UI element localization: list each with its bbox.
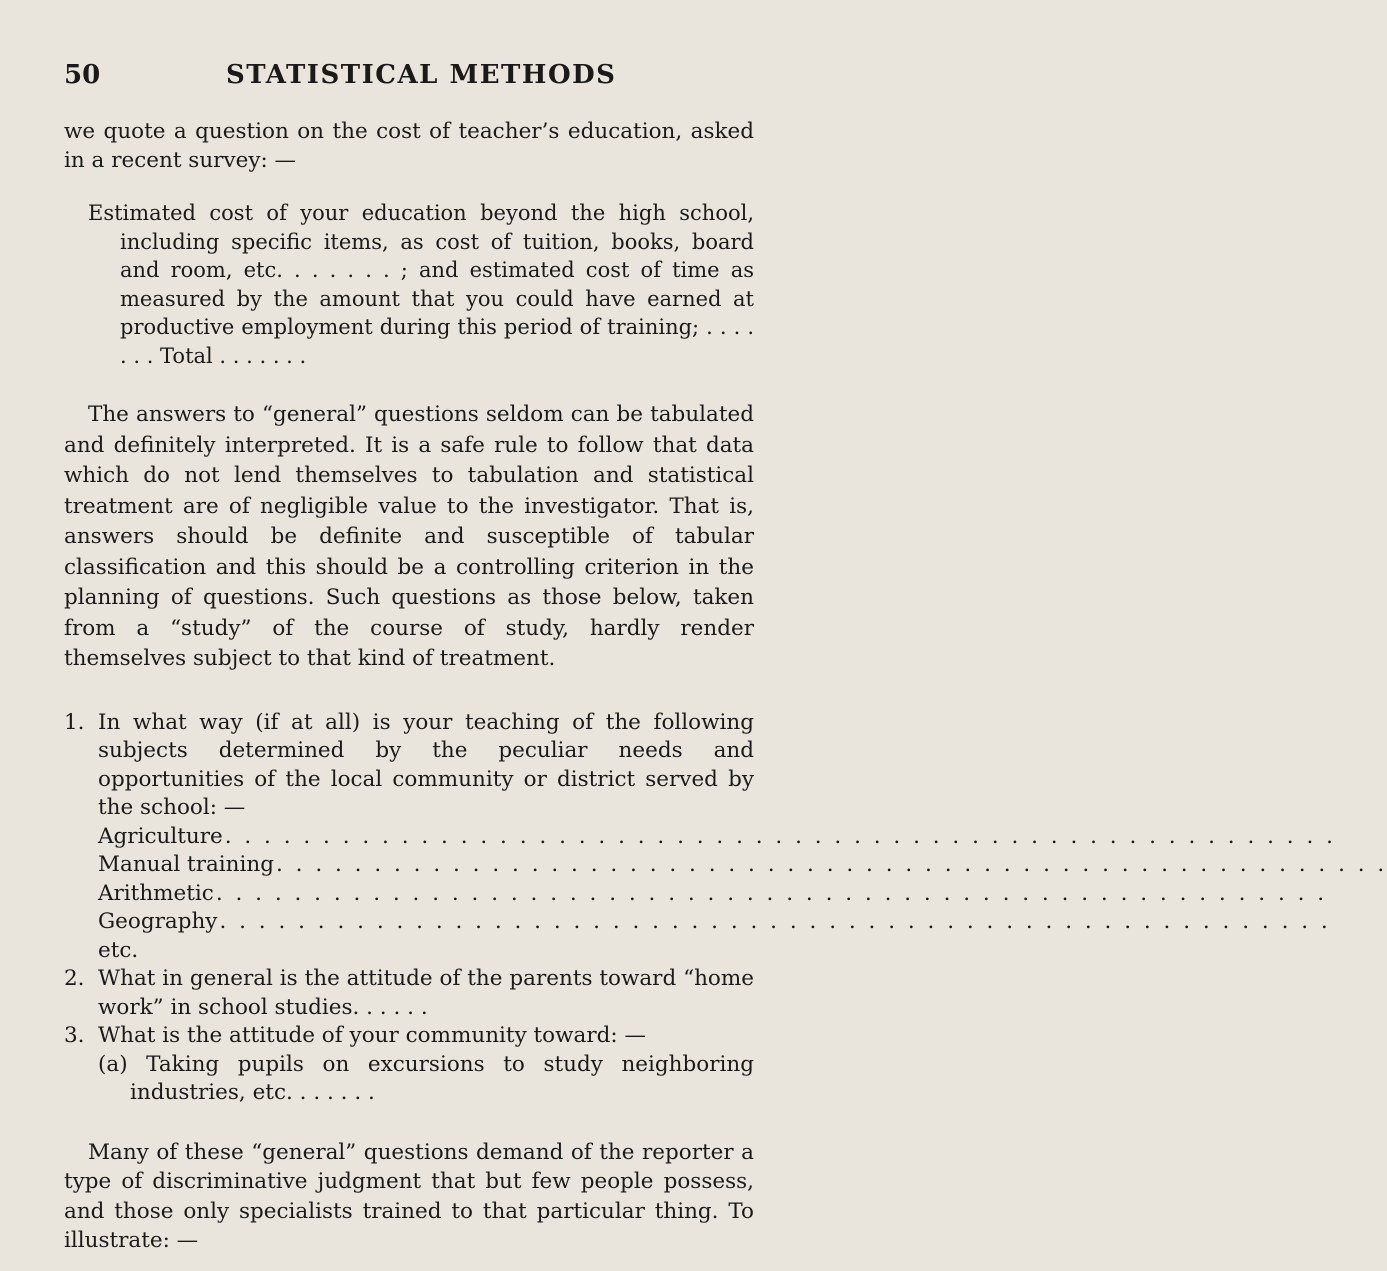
dot-leader: . . . . . . . . . . . . . . . . . . . . . . . . . . . . . . . . . . . . . . . . . . . . . . . . . . . . . . . . . xyxy=(215,880,1328,906)
subject-etc: etc. xyxy=(98,937,139,963)
page-number: 50 xyxy=(64,60,101,90)
subject-line xyxy=(64,880,1328,909)
question-2 xyxy=(64,965,754,1022)
question-2-text: What in general is the attitude of the parents toward “home work” in school studies. . . . . . xyxy=(98,966,754,1020)
subject-line xyxy=(64,908,1331,937)
subject-label: Manual training xyxy=(98,852,274,877)
question-2-number: 2. xyxy=(64,966,85,991)
dot-leader: . . . . . . . . . . . . . . . . . . . . . . . . . . . . . . . . . . . . . . . . . . . . . . . . . . . . . . . . . xyxy=(224,823,1336,849)
subject-line xyxy=(64,851,1387,880)
page-header xyxy=(64,60,754,100)
question-3-text: What is the attitude of your community toward: — xyxy=(98,1023,646,1048)
general-questions-paragraph: The answers to “general” questions seldom can be tabulated and definitely interpreted. It is a safe rule to follow that data which do not lend themselves to tabulation and statistical treatment are of negligible value to the investigator. That is, answers should be definite and susceptible of tabular classification and this should be a controlling criterion in the planning of questions. Such questions as those below, taken from a “study” of the course of study, hardly render themselves subject to that kind of treatment. xyxy=(64,402,754,671)
question-3-number: 3. xyxy=(64,1023,85,1048)
question-1-number: 1. xyxy=(64,709,85,735)
intro-paragraph: we quote a question on the cost of teacher’s education, asked in a recent survey: — xyxy=(64,119,754,173)
question-3-sub-item: (a) Taking pupils on excursions to study neighboring industries, etc. . . . . . . xyxy=(98,1051,754,1105)
question-1-text: In what way (if at all) is your teaching of the following subjects determined by the peculiar needs and opportunities of the local community or district served by the school: — xyxy=(98,709,754,820)
closing-paragraph: Many of these “general” questions demand of the reporter a type of discriminative judgment that but few people possess, and those only specialists trained to that particular thing. To illustrate: — xyxy=(64,1139,754,1253)
subject-label: Agriculture xyxy=(98,823,223,849)
example-questions xyxy=(64,709,1387,1108)
subject-label: Arithmetic xyxy=(98,880,214,906)
subject-line xyxy=(64,823,1336,852)
question-1 xyxy=(64,709,754,823)
book-page xyxy=(64,60,1387,1256)
subject-label: Geography xyxy=(98,909,218,934)
dot-leader: . . . . . . . . . . . . . . . . . . . . . . . . . . . . . . . . . . . . . . . . . . . . . . . . . . . . . . . . . xyxy=(276,852,1387,877)
quoted-survey-question: Estimated cost of your education beyond the high school, including specific items, as cost of tuition, books, board and room, etc. . . . . . . ; and estimated cost of time as measured by the amount that you could have earned at productive employment during this period of training; . . . . . . . Total . . . . . . . xyxy=(88,201,754,368)
running-head: STATISTICAL METHODS xyxy=(226,60,617,90)
dot-leader: . . . . . . . . . . . . . . . . . . . . . . . . . . . . . . . . . . . . . . . . . . . . . . . . . . . . . . . . . xyxy=(219,909,1331,934)
question-3 xyxy=(64,1022,754,1051)
